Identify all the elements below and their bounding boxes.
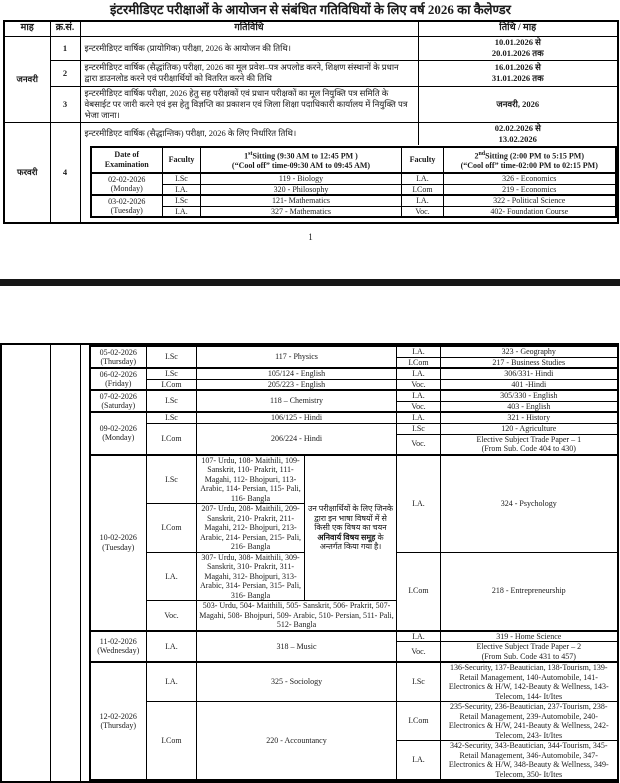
exam-schedule-table-page2 xyxy=(89,345,619,781)
page-2-table xyxy=(0,343,619,783)
exam-day: (Thursday) xyxy=(100,721,137,731)
subject-cell: 218 - Entrepreneurship xyxy=(441,552,618,631)
subject-cell-languages: 503- Urdu, 504- Maithili, 505- Sanskrit, 506- Prakrit, 507- Magahi, 508- Bhojpuri, 509- Arabic, 510- Persian, 511- Pali, 512- Bangla xyxy=(197,601,397,631)
date-line-2: 13.02.2026 xyxy=(498,133,537,144)
faculty-cell: I.A. xyxy=(397,741,441,781)
serial-cell: 3 xyxy=(50,86,80,122)
exam-day: (Tuesday) xyxy=(110,206,143,216)
subject-cell: 326 - Economics xyxy=(444,173,616,184)
faculty-cell: I.A. xyxy=(397,346,441,357)
sitting2-cooloff: (“Cool off” time-02:00 PM to 02:15 PM) xyxy=(460,161,598,171)
activity-cell: इन्टरमीडिएट वार्षिक (प्रायोगिक) परीक्षा, 2026 के आयोजन की तिथि। xyxy=(80,36,418,60)
subject-cell: 217 - Business Studies xyxy=(441,357,618,368)
table-header-row xyxy=(4,21,618,36)
date-range-cell: जनवरी, 2026 xyxy=(418,86,618,122)
faculty-cell: I.Sc xyxy=(147,455,197,504)
subject-cell: 121- Mathematics xyxy=(201,195,402,206)
elective-line-2: (From Sub. Code 431 to 457) xyxy=(481,651,576,661)
exam-row xyxy=(90,631,618,642)
exam-date-cell xyxy=(90,412,147,455)
subject-cell-languages: 107- Urdu, 108- Maithili, 109- Sanskrit, 110- Prakrit, 111- Magahi, 112- Bhojpuri, 113- Arabic, 114- Persian, 115- Pali, 116- Bangla xyxy=(197,455,305,504)
exam-day: (Saturday) xyxy=(101,401,136,411)
exam-day: (Wednesday) xyxy=(97,646,140,656)
exam-date: 03-02-2026 xyxy=(108,196,146,206)
faculty-cell: I.A. xyxy=(397,390,441,401)
exam-row xyxy=(91,173,616,184)
exam-date-cell xyxy=(90,368,147,390)
date-line-1: 02.02.2026 से xyxy=(494,122,541,133)
table-row xyxy=(4,60,618,86)
exam-date: 06-02-2026 xyxy=(99,369,137,379)
date-line-1: 16.01.2026 से xyxy=(494,62,541,72)
table-row xyxy=(4,36,618,60)
faculty-cell: I.Com xyxy=(147,504,197,553)
subject-cell: 106/125 - Hindi xyxy=(197,412,397,423)
subject-cell: 324 - Psychology xyxy=(441,455,618,553)
header-date: तिथि / माह xyxy=(418,21,618,36)
exam-date: 05-02-2026 xyxy=(99,347,137,357)
faculty-cell: I.A. xyxy=(402,195,444,206)
exam-date: 07-02-2026 xyxy=(99,391,137,401)
exam-schedule-table-page1 xyxy=(90,146,617,219)
exam-date-cell xyxy=(90,346,147,368)
sitting1-title: 1stSitting (9:30 AM to 12:45 PM ) xyxy=(244,150,358,161)
serial-cell: 2 xyxy=(50,60,80,86)
faculty-cell: I.A. xyxy=(163,206,201,217)
exam-header-date: Date of Examination xyxy=(91,147,163,174)
date-range-cell xyxy=(418,60,618,86)
table-row xyxy=(4,86,618,122)
faculty-cell: I.A. xyxy=(147,662,197,702)
exam-day: (Thursday) xyxy=(100,357,137,367)
exam-row xyxy=(90,702,618,741)
exam-schedule-container-page2 xyxy=(80,344,618,782)
exam-row xyxy=(91,206,616,217)
faculty-cell: I.Com xyxy=(397,357,441,368)
subject-cell-languages: 307- Urdu, 308- Maithili, 309- Sanskrit, 310- Prakrit, 311- Magahi, 312- Bhojpuri, 313- Arabic, 314- Persian, 315- Pali, 316- Bangla xyxy=(197,552,305,601)
date-line-2: 31.01.2026 तक xyxy=(491,73,544,83)
subject-cell-languages: 207- Urdu, 208- Maithili, 209- Sanskrit, 210- Prakrit, 211- Magahi, 212- Bhojpuri, 213- Arabic, 214- Persian, 215- Pali, 216- Bangla xyxy=(197,504,305,553)
subject-cell: 118 – Chemistry xyxy=(197,390,397,412)
faculty-cell: I.Sc xyxy=(397,423,441,434)
table-row xyxy=(1,344,618,782)
elective-line-2: (From Sub. Code 404 to 430) xyxy=(481,444,576,454)
month-label-february: फरवरी xyxy=(4,122,50,223)
header-activity: गतिविधि xyxy=(80,21,418,36)
elective-line-1: Elective Subject Trade Paper – 1 xyxy=(476,434,582,444)
faculty-cell: I.Sc xyxy=(147,390,197,412)
faculty-cell: I.A. xyxy=(397,455,441,553)
subject-cell-vocational: 342-Security, 343-Beautician, 344-Tourism, 345-Retail Management, 346-Automobile, 347-Electronics & H/W, 348-Beauty & Wellness, 349-Telecom, 350- It/Ites xyxy=(441,741,618,781)
exam-schedule-container xyxy=(80,145,618,224)
subject-cell: 321 - History xyxy=(441,412,618,423)
subject-cell: 119 - Biology xyxy=(201,173,402,184)
exam-day: (Friday) xyxy=(105,379,132,389)
serial-column-empty xyxy=(50,344,80,782)
exam-date: 02-02-2026 xyxy=(108,174,146,184)
exam-row xyxy=(90,423,618,434)
faculty-cell: I.Com xyxy=(397,552,441,631)
exam-day: (Monday) xyxy=(102,433,135,443)
activity-cell: इन्टरमीडिएट वार्षिक परीक्षा, 2026 हेतु सह परीक्षकों एवं प्रधान परीक्षकों का मूल नियुक्ति पत्र समिति के वेबसाईट पर जारी करने एवं इस हेतु विज्ञप्ति का प्रकाशन एवं जिला शिक्षा पदाधिकारी कार्यालय में नियुक्ति पत्र भेजा जाना। xyxy=(80,86,418,122)
table-row xyxy=(4,145,618,224)
subject-cell xyxy=(441,434,618,455)
sitting1-cooloff: (“Cool off” time-09:30 AM to 09:45 AM) xyxy=(231,161,371,171)
activity-cell: इन्टरमीडिएट वार्षिक (सैद्धान्तिक) परीक्षा, 2026 के लिए निर्धारित तिथि। xyxy=(80,122,418,145)
subject-cell: 105/124 - English xyxy=(197,368,397,379)
exam-date: 11-02-2026 xyxy=(99,636,137,646)
subject-cell-vocational: 136-Security, 137-Beautician, 138-Tourism, 139-Retail Management, 140-Automobile, 141-Electronics & H/W, 142-Beauty & Wellness, 143-Telecom, 144- It/Ites xyxy=(441,662,618,702)
exam-row xyxy=(90,368,618,379)
exam-day: (Monday) xyxy=(110,184,143,194)
exam-row xyxy=(90,412,618,423)
exam-header-sitting-2 xyxy=(444,147,616,174)
subject-cell: 322 - Political Science xyxy=(444,195,616,206)
serial-cell: 1 xyxy=(50,36,80,60)
faculty-cell: I.A. xyxy=(397,631,441,642)
faculty-cell: I.Sc xyxy=(147,412,197,423)
exam-row xyxy=(91,184,616,195)
exam-header-faculty-1: Faculty xyxy=(163,147,201,174)
faculty-cell: I.Sc xyxy=(397,662,441,702)
faculty-cell: I.Sc xyxy=(147,368,197,379)
date-range-cell xyxy=(418,122,618,145)
faculty-cell: I.Sc xyxy=(163,195,201,206)
note-bold-text: अनिवार्य विषय समूह xyxy=(317,532,376,542)
subject-cell: 401 -Hindi xyxy=(441,379,618,390)
exam-date-cell xyxy=(91,195,163,217)
note-text: के अन्तर्गत किया गया है। xyxy=(319,532,384,552)
faculty-cell: I.A. xyxy=(163,184,201,195)
header-month: माह xyxy=(4,21,50,36)
exam-row xyxy=(90,379,618,390)
faculty-cell: I.Sc xyxy=(147,346,197,368)
exam-date-cell xyxy=(91,173,163,195)
subject-cell: 305/330 - English xyxy=(441,390,618,401)
faculty-cell: Voc. xyxy=(397,642,441,663)
exam-row xyxy=(90,662,618,702)
sitting2-title: 2ndSitting (2:00 PM to 5:15 PM) xyxy=(474,150,585,161)
activity-calendar-table xyxy=(3,20,619,224)
faculty-cell: I.Sc xyxy=(163,173,201,184)
subject-cell: 206/224 - Hindi xyxy=(197,423,397,455)
exam-row xyxy=(90,346,618,357)
exam-day: (Tuesday) xyxy=(102,542,135,552)
exam-date-cell xyxy=(90,390,147,412)
month-column-empty xyxy=(1,344,50,782)
header-serial: क्र.सं. xyxy=(50,21,80,36)
subject-cell: 323 - Geography xyxy=(441,346,618,357)
subject-cell: 319 - Home Science xyxy=(441,631,618,642)
note-text: उन परीक्षार्थियों के लिए जिनके द्वारा इन भाषा विषयों में से किसी एक विषय का चयन xyxy=(307,504,394,533)
serial-cell: 4 xyxy=(50,122,80,223)
subject-cell: 117 - Physics xyxy=(197,346,397,368)
faculty-cell: Voc. xyxy=(397,434,441,455)
date-range-cell xyxy=(418,36,618,60)
exam-date: 12-02-2026 xyxy=(99,711,137,721)
faculty-cell: Voc. xyxy=(402,206,444,217)
faculty-cell: I.A. xyxy=(397,368,441,379)
faculty-cell: I.A. xyxy=(147,552,197,601)
page-1 xyxy=(0,0,620,242)
document-title: इंटरमीडिएट परीक्षाओं के आयोजन से संबंधित गतिविधियों के लिए वर्ष 2026 का कैलेण्डर xyxy=(110,2,511,17)
date-line-2: 20.01.2026 तक xyxy=(491,48,544,58)
date-line-1: 10.01.2026 से xyxy=(494,37,541,47)
month-label-january: जनवरी xyxy=(4,36,50,122)
page-number: 1 xyxy=(308,232,313,243)
exam-date-cell xyxy=(90,455,147,631)
subject-cell: 306/331- Hindi xyxy=(441,368,618,379)
exam-date-cell xyxy=(90,631,147,663)
faculty-cell: I.Com xyxy=(147,702,197,781)
exam-header-row xyxy=(91,147,616,174)
exam-row xyxy=(90,455,618,504)
page-break-bar xyxy=(0,279,620,286)
faculty-cell: I.Com xyxy=(147,379,197,390)
subject-cell: 220 - Accountancy xyxy=(197,702,397,781)
faculty-cell: Voc. xyxy=(397,401,441,412)
language-note-cell xyxy=(305,455,397,601)
exam-row xyxy=(91,195,616,206)
faculty-cell: Voc. xyxy=(147,601,197,631)
faculty-cell: I.A. xyxy=(147,631,197,663)
exam-row xyxy=(90,390,618,401)
subject-cell: 402- Foundation Course xyxy=(444,206,616,217)
subject-cell: 318 – Music xyxy=(197,631,397,663)
elective-line-1: Elective Subject Trade Paper – 2 xyxy=(476,642,582,652)
subject-cell-vocational: 235-Security, 236-Beautician, 237-Tourism, 238-Retail Management, 239-Automobile, 240-Electronics & H/W, 241-Beauty & Wellness, 242-Telecom, 243- It/Ites xyxy=(441,702,618,741)
faculty-cell: I.A. xyxy=(397,412,441,423)
subject-cell: 120 - Agriculture xyxy=(441,423,618,434)
exam-header-sitting-1 xyxy=(201,147,402,174)
subject-cell: 403 - English xyxy=(441,401,618,412)
table-row xyxy=(4,122,618,145)
subject-cell xyxy=(441,642,618,663)
subject-cell: 219 - Economics xyxy=(444,184,616,195)
exam-header-faculty-2: Faculty xyxy=(402,147,444,174)
faculty-cell: Voc. xyxy=(397,379,441,390)
subject-cell: 325 - Sociology xyxy=(197,662,397,702)
subject-cell: 320 - Philosophy xyxy=(201,184,402,195)
faculty-cell: I.Com xyxy=(397,702,441,741)
exam-date: 09-02-2026 xyxy=(99,423,137,433)
faculty-cell: I.Com xyxy=(147,423,197,455)
faculty-cell: I.A. xyxy=(402,173,444,184)
subject-cell: 327 - Mathematics xyxy=(201,206,402,217)
subject-cell: 205/223 - English xyxy=(197,379,397,390)
activity-cell: इन्टरमीडिएट वार्षिक (सैद्धांतिक) परीक्षा, 2026 का मूल प्रवेश–पत्र अपलोड करने, शिक्षण संस्थानों के प्रधान द्वारा डाउनलोड करने एवं परीक्षार्थियों को वितरित करने की तिथि xyxy=(80,60,418,86)
exam-date-cell xyxy=(90,662,147,780)
faculty-cell: I.Com xyxy=(402,184,444,195)
exam-date: 10-02-2026 xyxy=(99,533,137,543)
